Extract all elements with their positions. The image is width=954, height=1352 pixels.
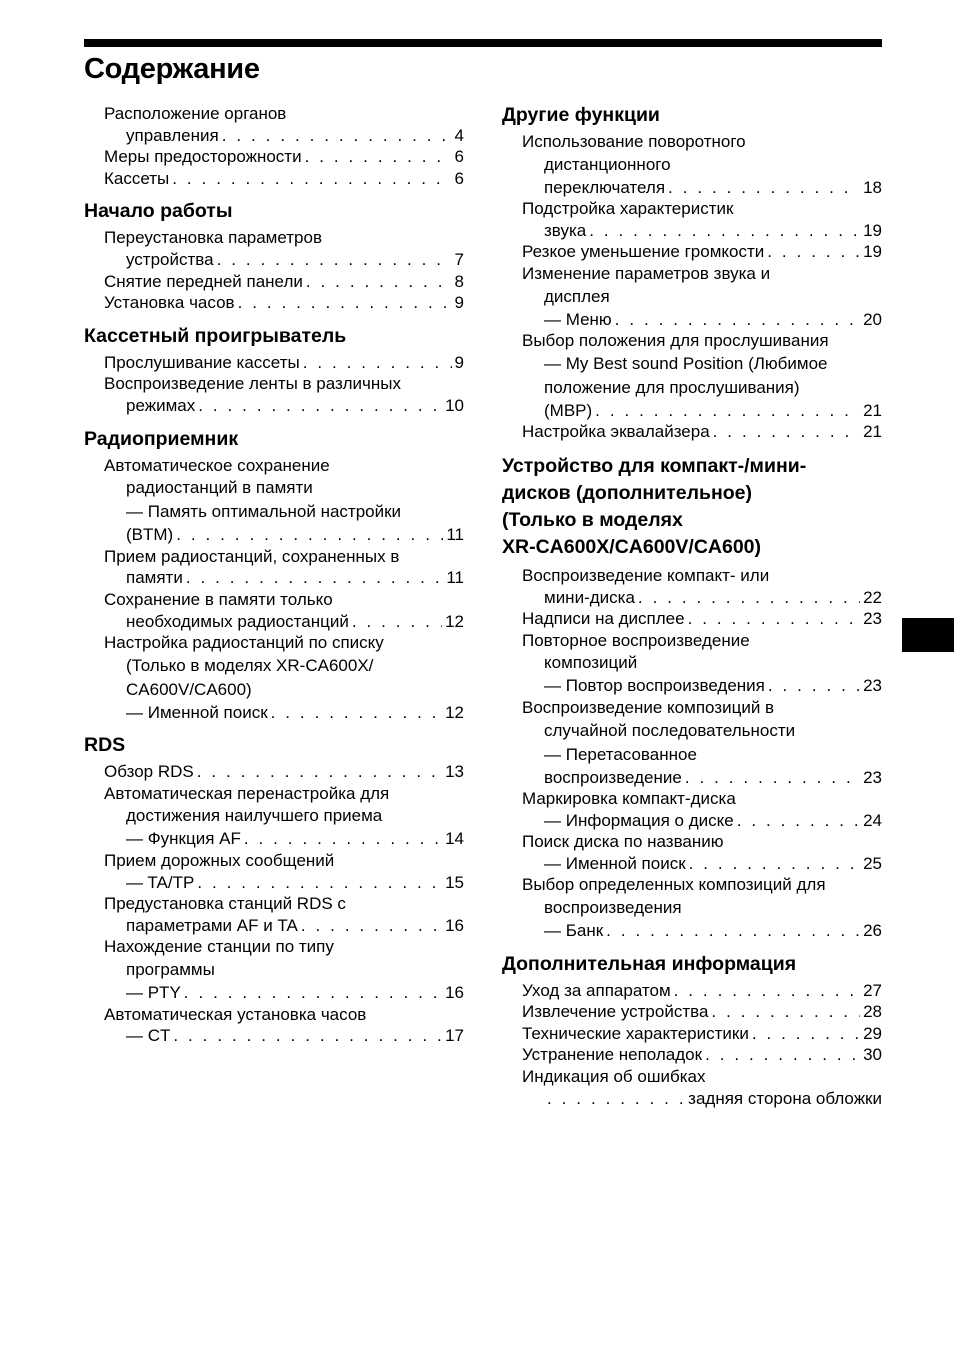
toc-entry-label: (MBP) — [544, 400, 593, 420]
toc-entry-line — [104, 352, 464, 374]
leader-dots — [768, 675, 860, 697]
leader-dots — [688, 608, 860, 630]
toc-entry-line — [522, 309, 882, 331]
toc-entry-text: Прием дорожных сообщений — [104, 851, 335, 871]
leader-dots — [197, 872, 442, 894]
toc-entry-text: Воспроизведение композиций в — [522, 697, 775, 717]
toc-entry-label: переключателя — [544, 177, 666, 197]
page-number: 17 — [445, 1026, 464, 1046]
toc-entry-label: Резкое уменьшение громкости — [522, 242, 765, 262]
section-heading: Начало работы — [84, 200, 233, 223]
toc-section — [502, 952, 882, 1110]
toc-entry-line — [522, 767, 882, 789]
toc-entry-line — [104, 567, 464, 589]
toc-section — [502, 453, 882, 942]
toc-entry-line — [104, 828, 464, 850]
toc-entry-line — [522, 1044, 882, 1066]
toc-entry — [502, 330, 882, 421]
page-number: 13 — [445, 762, 464, 782]
toc-entry — [84, 546, 464, 589]
leader-dots — [668, 177, 860, 199]
toc-entry-line — [522, 810, 882, 832]
toc-entry-line — [104, 249, 464, 271]
toc-entry-line — [522, 177, 882, 199]
toc-entry-label: — Информация о диске — [544, 810, 734, 830]
page-number: 11 — [446, 525, 464, 545]
toc-entry — [84, 373, 464, 416]
leader-dots — [184, 982, 442, 1004]
toc-entry-line — [104, 702, 464, 724]
toc-entry-label: звука — [544, 220, 587, 240]
toc-entry-label: Кассеты — [104, 168, 170, 188]
page-number: 9 — [454, 293, 464, 313]
leader-dots — [674, 980, 860, 1002]
toc-entry — [84, 292, 464, 314]
toc-entry — [84, 936, 464, 1003]
page-number: 23 — [863, 676, 882, 696]
toc-entry — [84, 589, 464, 632]
toc-entry-text: Сохранение в памяти только — [104, 589, 333, 609]
toc-entry-label: Извлечение устройства — [522, 1002, 709, 1022]
toc-entry-line — [522, 1088, 882, 1110]
leader-dots — [176, 524, 443, 546]
toc-entry-text: дистанционного — [544, 154, 671, 174]
leader-dots — [589, 220, 860, 242]
toc-entry-text: композиций — [544, 653, 638, 673]
page-number: 27 — [863, 980, 882, 1000]
page-number: 14 — [445, 829, 464, 849]
toc-section — [502, 103, 882, 443]
page-number: 24 — [863, 810, 882, 830]
toc-entry-label: устройства — [126, 249, 214, 269]
toc-entry — [502, 198, 882, 241]
page-number: 8 — [454, 271, 464, 291]
toc-entry-text: Предустановка станций RDS с — [104, 894, 346, 914]
page-number: 19 — [863, 220, 882, 240]
page-number: 6 — [454, 168, 464, 188]
toc-entry-label: Надписи на дисплее — [522, 609, 685, 629]
leader-dots — [172, 168, 451, 190]
toc-entry-label: Уход за аппаратом — [522, 980, 671, 1000]
toc-entry-label: — PTY — [126, 983, 181, 1003]
section-heading: дисков (дополнительное) — [502, 481, 752, 504]
toc-entry — [502, 1023, 882, 1045]
toc-entry-text: дисплея — [544, 286, 610, 306]
leader-dots — [595, 400, 860, 422]
section-heading: RDS — [84, 734, 126, 757]
toc-entry-text: Воспроизведение ленты в различных — [104, 374, 402, 394]
toc-entry — [84, 271, 464, 293]
leader-dots — [752, 1023, 860, 1045]
leader-dots — [606, 920, 860, 942]
toc-entry-text: случайной последовательности — [544, 720, 796, 740]
leader-dots — [713, 421, 860, 443]
leader-dots — [217, 249, 452, 271]
toc-entry-line — [104, 168, 464, 190]
leader-dots — [547, 1088, 685, 1110]
toc-entry-text: — Память оптимальной настройки — [126, 502, 402, 522]
toc-entry-line — [104, 395, 464, 417]
leader-dots — [305, 146, 452, 168]
page-number: 29 — [863, 1023, 882, 1043]
leader-dots — [198, 395, 442, 417]
leader-dots — [615, 309, 860, 331]
page-number: 23 — [863, 767, 882, 787]
toc-entry-line — [104, 292, 464, 314]
toc-entry-text: Переустановка параметров — [104, 228, 322, 248]
leader-dots — [271, 702, 442, 724]
toc-entry-line — [104, 146, 464, 168]
toc-entry-line — [522, 220, 882, 242]
toc-entry-text: Автоматическая установка часов — [104, 1004, 367, 1024]
page-number: 18 — [863, 177, 882, 197]
leader-dots — [685, 767, 860, 789]
toc-entry-label: — CT — [126, 1026, 171, 1046]
toc-entry — [502, 1044, 882, 1066]
section-heading: Кассетный проигрыватель — [84, 324, 347, 347]
toc-entry-text: радиостанций в памяти — [126, 478, 313, 498]
page-number: 6 — [454, 147, 464, 167]
toc-entry-line — [104, 271, 464, 293]
toc-entry-label: Технические характеристики — [522, 1023, 749, 1043]
section-heading: XR-CA600X/CA600V/CA600) — [502, 535, 762, 558]
toc-entry-line — [522, 920, 882, 942]
toc-entry — [502, 1066, 882, 1109]
page-number: 11 — [446, 568, 464, 588]
toc-entry-line — [104, 872, 464, 894]
toc-entry — [502, 874, 882, 941]
toc-entry — [502, 565, 882, 608]
toc-entry-text: программы — [126, 960, 215, 980]
page-number: 16 — [445, 915, 464, 935]
page-number: 23 — [863, 609, 882, 629]
toc-entry-line — [104, 611, 464, 633]
section-heading: Другие функции — [502, 104, 660, 126]
toc-entry-label: (BTM) — [126, 525, 174, 545]
leader-dots — [238, 292, 452, 314]
leader-dots — [737, 810, 860, 832]
toc-entry-label: — Именной поиск — [544, 853, 686, 873]
toc-entry-label: — TA/TP — [126, 872, 195, 892]
toc-entry — [502, 697, 882, 788]
leader-dots — [767, 241, 860, 263]
section-heading: (Только в моделях — [502, 508, 683, 531]
toc-entry-label: мини-диска — [544, 587, 635, 607]
toc-entry-line — [104, 761, 464, 783]
leader-dots — [301, 915, 442, 937]
toc-entry-label: режимах — [126, 395, 196, 415]
toc-entry — [84, 632, 464, 723]
page-number: 4 — [454, 125, 464, 145]
toc-entry-text: CA600V/CA600) — [126, 679, 252, 699]
toc-entry — [502, 131, 882, 198]
toc-entry-label: воспроизведение — [544, 767, 682, 787]
toc-entry-text: Выбор определенных композиций для — [522, 875, 826, 895]
toc-entry — [84, 850, 464, 893]
language-tab-marker — [902, 618, 954, 652]
leader-dots — [222, 125, 452, 147]
toc-entry-label: параметрами AF и TA — [126, 915, 298, 935]
page-number: 15 — [445, 872, 464, 892]
leader-dots — [711, 1001, 860, 1023]
toc-entry-line — [104, 915, 464, 937]
toc-entry-line — [522, 1023, 882, 1045]
toc-section — [84, 199, 464, 313]
toc-entry-text: Автоматическое сохранение — [104, 455, 330, 475]
section-heading: Устройство для компакт-/мини- — [502, 454, 807, 477]
toc-entry-text: Выбор положения для прослушивания — [522, 331, 829, 351]
toc-entry — [84, 103, 464, 146]
toc-entry-text: Поиск диска по названию — [522, 832, 724, 852]
toc-entry — [502, 630, 882, 697]
toc-entry-text: Повторное воспроизведение — [522, 630, 750, 650]
toc-entry — [84, 893, 464, 936]
toc-entry — [84, 455, 464, 546]
toc-entry — [502, 980, 882, 1002]
toc-entry-line — [522, 675, 882, 697]
section-heading: Радиоприемник — [84, 427, 239, 450]
toc-entry-text: воспроизведения — [544, 898, 682, 918]
toc-entry-line — [522, 608, 882, 630]
toc-entry-line — [522, 400, 882, 422]
toc-entry-label: — Повтор воспроизведения — [544, 676, 765, 696]
toc-entry-label: Прослушивание кассеты — [104, 352, 300, 372]
toc-entry-line — [104, 1025, 464, 1047]
toc-entry — [502, 831, 882, 874]
toc-entry-text: Прием радиостанций, сохраненных в — [104, 546, 400, 566]
toc-entry-label: Установка часов — [104, 293, 235, 313]
toc-entry-label: — Именной поиск — [126, 702, 268, 722]
toc-entry-line — [522, 853, 882, 875]
toc-entry-label: Настройка эквалайзера — [522, 422, 710, 442]
leader-dots — [186, 567, 444, 589]
page-number: задняя сторона обложки — [688, 1088, 882, 1108]
toc-entry — [84, 783, 464, 850]
toc-entry-text: Использование поворотного — [522, 132, 746, 151]
toc-entry-text: Изменение параметров звука и — [522, 263, 771, 283]
toc-entry-text: достижения наилучшего приема — [126, 806, 383, 826]
toc-entry-line — [522, 1001, 882, 1023]
toc-entry-text: Настройка радиостанций по списку — [104, 633, 384, 653]
page-number: 20 — [863, 309, 882, 329]
toc-entry-label: — Функция AF — [126, 829, 241, 849]
toc-entry-text: положение для прослушивания) — [544, 377, 800, 397]
page-number: 25 — [863, 853, 882, 873]
toc-entry — [84, 146, 464, 168]
toc-section — [84, 324, 464, 417]
toc-entry — [502, 608, 882, 630]
toc-entry-text: Расположение органов — [104, 104, 287, 123]
toc-right-column — [502, 103, 882, 1119]
page-number: 19 — [863, 242, 882, 262]
toc-left-column — [84, 103, 464, 1057]
toc-entry — [84, 761, 464, 783]
toc-entry-label: Устранение неполадок — [522, 1045, 703, 1065]
toc-entry-line — [522, 241, 882, 263]
leader-dots — [197, 761, 442, 783]
leader-dots — [244, 828, 442, 850]
section-heading: Дополнительная информация — [502, 952, 797, 975]
toc-entry-line — [522, 587, 882, 609]
toc-intro — [84, 103, 464, 189]
toc-entry-label: управления — [126, 125, 219, 145]
page-number: 28 — [863, 1002, 882, 1022]
toc-entry-text: Воспроизведение компакт- или — [522, 565, 770, 585]
toc-section — [84, 733, 464, 1047]
toc-entry-label: памяти — [126, 568, 183, 588]
toc-entry-text: Индикация об ошибках — [522, 1067, 706, 1087]
page-number: 12 — [445, 611, 464, 631]
toc-entry-line — [522, 980, 882, 1002]
page-number: 26 — [863, 921, 882, 941]
leader-dots — [352, 611, 442, 633]
leader-dots — [303, 352, 452, 374]
toc-entry-line — [104, 982, 464, 1004]
toc-entry-text: — My Best sound Position (Любимое — [544, 353, 828, 373]
page-number: 10 — [445, 395, 464, 415]
toc-entry-line — [522, 421, 882, 443]
page-number: 9 — [454, 352, 464, 372]
page-number: 21 — [863, 400, 882, 420]
toc-entry — [502, 241, 882, 263]
page-title: Содержание — [84, 53, 260, 85]
toc-entry-line — [104, 125, 464, 147]
toc-entry — [502, 788, 882, 831]
leader-dots — [173, 1025, 442, 1047]
toc-entry — [502, 421, 882, 443]
page-number: 12 — [445, 702, 464, 722]
page-number: 22 — [863, 587, 882, 607]
toc-entry-text: Подстройка характеристик — [522, 199, 734, 219]
toc-entry — [502, 263, 882, 330]
toc-entry-label: Обзор RDS — [104, 762, 194, 782]
page-number: 16 — [445, 983, 464, 1003]
top-rule — [84, 39, 882, 47]
toc-entry-label: необходимых радиостанций — [126, 611, 349, 631]
toc-entry — [84, 168, 464, 190]
toc-entry-text: Маркировка компакт-диска — [522, 789, 736, 809]
toc-entry-line — [104, 524, 464, 546]
page-number: 7 — [454, 249, 464, 269]
leader-dots — [306, 271, 452, 293]
leader-dots — [705, 1044, 860, 1066]
toc-entry-text: Автоматическая перенастройка для — [104, 783, 390, 803]
toc-section — [84, 427, 464, 724]
page-number: 21 — [863, 422, 882, 442]
toc-entry — [84, 352, 464, 374]
toc-entry-text: Нахождение станции по типу — [104, 937, 334, 957]
toc-entry-label: Меры предосторожности — [104, 147, 302, 167]
toc-entry-label: Снятие передней панели — [104, 271, 303, 291]
toc-entry-text: — Перетасованное — [544, 744, 697, 764]
page-number: 30 — [863, 1045, 882, 1065]
toc-entry-label: — Меню — [544, 309, 612, 329]
toc-entry-text: (Только в моделях XR-CA600X/ — [126, 655, 374, 675]
toc-entry — [502, 1001, 882, 1023]
leader-dots — [689, 853, 860, 875]
leader-dots — [638, 587, 860, 609]
toc-entry — [84, 1004, 464, 1047]
toc-entry — [84, 227, 464, 270]
toc-entry-label: — Банк — [544, 921, 604, 941]
